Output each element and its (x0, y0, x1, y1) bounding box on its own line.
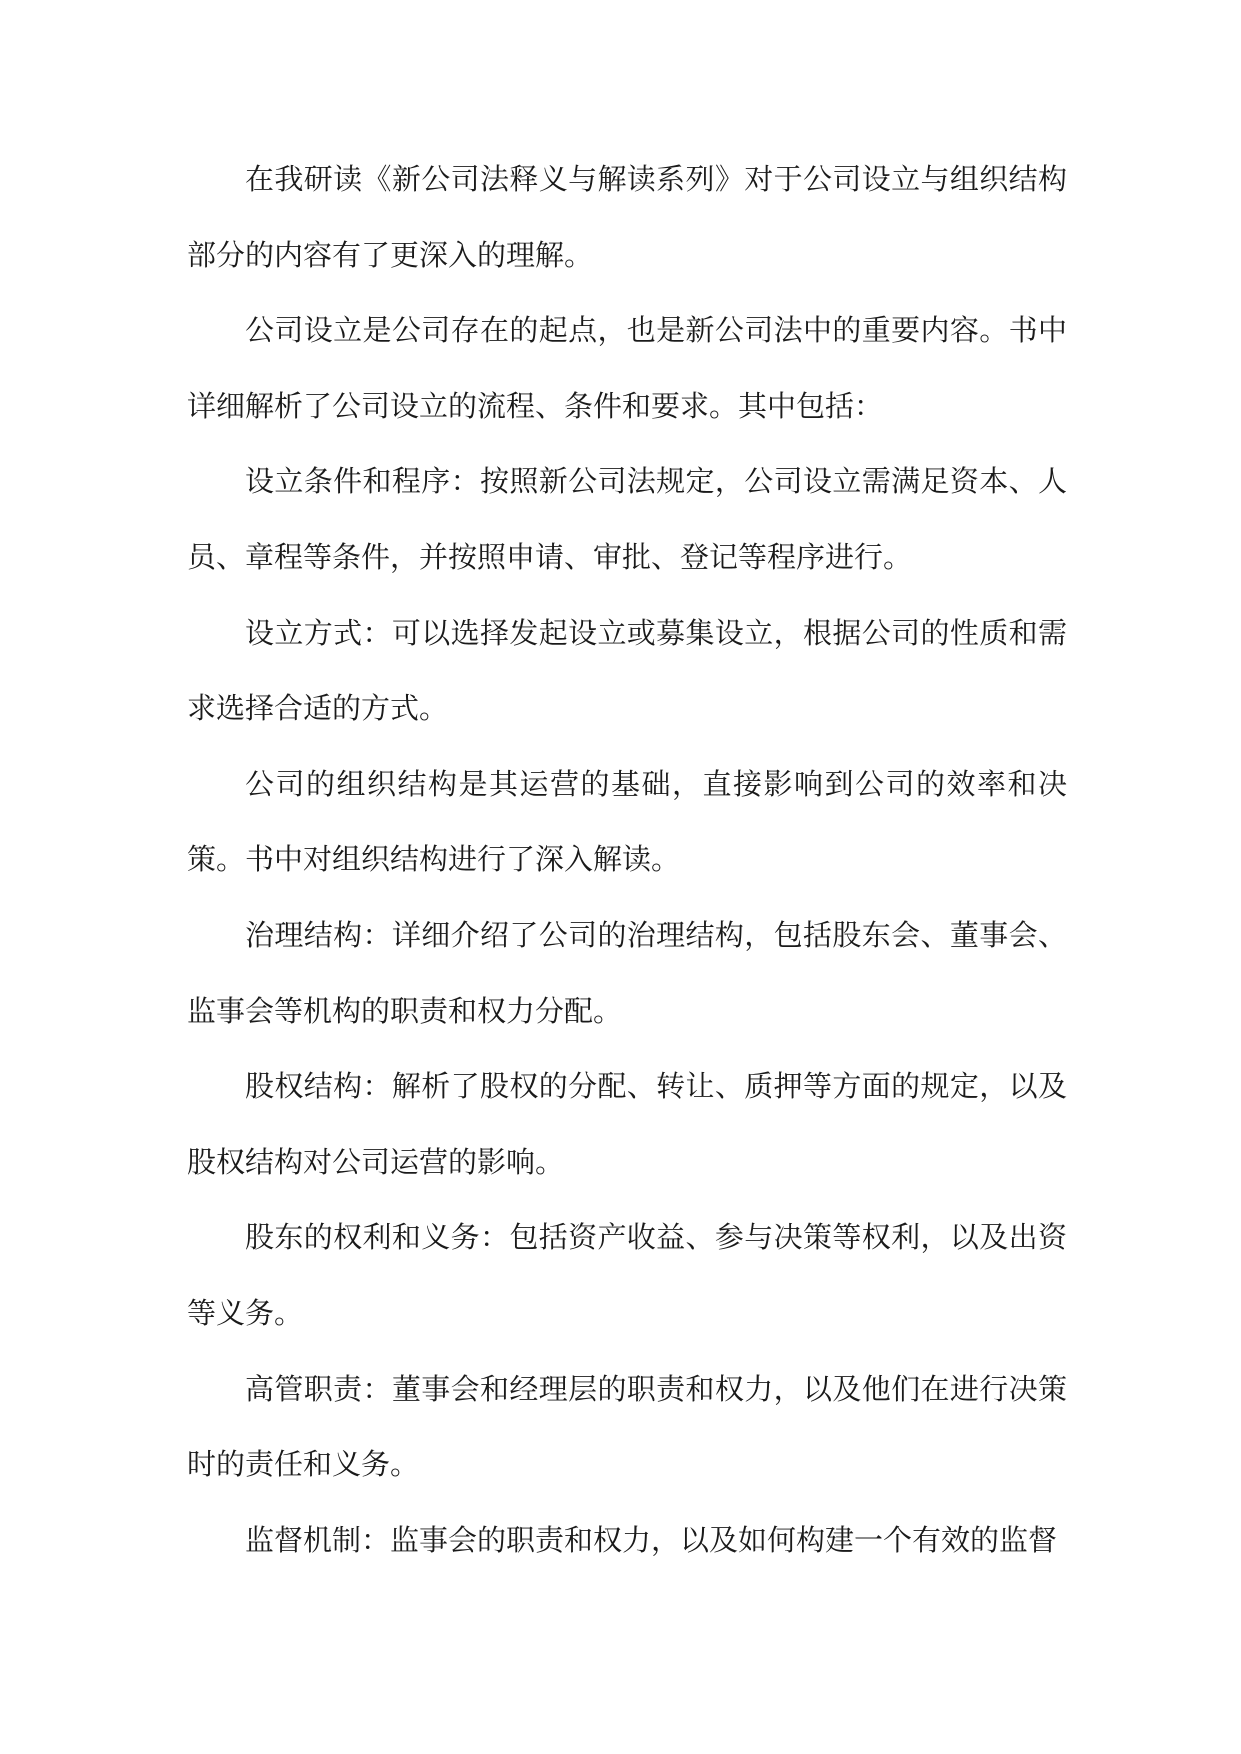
paragraph-shareholder-rights: 股东的权利和义务：包括资产收益、参与决策等权利，以及出资等义务。 (187, 1220, 1067, 1330)
paragraph-company-establishment: 公司设立是公司存在的起点，也是新公司法中的重要内容。书中详细解析了公司设立的流程、条件和要求。其中包括： (187, 313, 1067, 423)
paragraph-intro: 在我研读《新公司法释义与解读系列》对于公司设立与组织结构部分的内容有了更深入的理解。 (187, 162, 1067, 272)
paragraph-organizational-structure: 公司的组织结构是其运营的基础，直接影响到公司的效率和决策。书中对组织结构进行了深入解读。 (187, 766, 1067, 877)
paragraph-establishment-methods: 设立方式：可以选择发起设立或募集设立，根据公司的性质和需求选择合适的方式。 (187, 615, 1067, 726)
paragraph-executive-duties: 高管职责：董事会和经理层的职责和权力，以及他们在进行决策时的责任和义务。 (187, 1371, 1067, 1482)
paragraph-equity-structure: 股权结构：解析了股权的分配、转让、质押等方面的规定，以及股权结构对公司运营的影响。 (187, 1069, 1067, 1179)
paragraph-governance-structure: 治理结构：详细介绍了公司的治理结构，包括股东会、董事会、监事会等机构的职责和权力分配。 (187, 917, 1067, 1028)
body-text (187, 142, 1067, 1578)
paragraph-conditions-procedures: 设立条件和程序：按照新公司法规定，公司设立需满足资本、人员、章程等条件，并按照申请、审批、登记等程序进行。 (187, 464, 1067, 574)
paragraph-supervision-mechanism: 监督机制：监事会的职责和权力，以及如何构建一个有效的监督 (245, 1522, 1058, 1557)
